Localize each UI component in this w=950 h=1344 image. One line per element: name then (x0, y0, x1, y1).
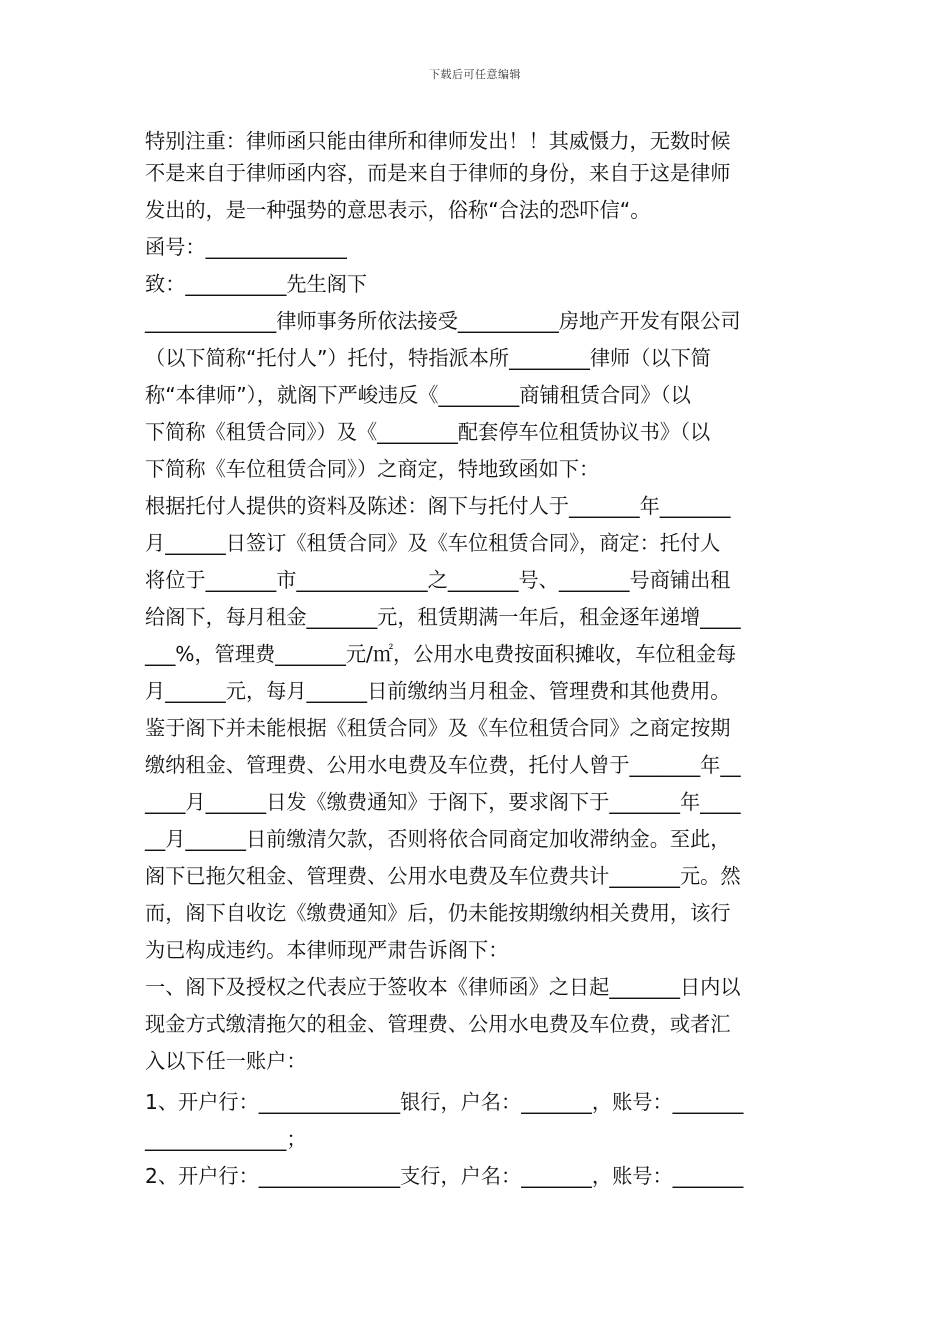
body-line: _____________律师事务所依法接受__________房地产开发有限公司 (145, 309, 741, 333)
body-line: 一、阁下及授权之代表应于签收本《律师函》之日起_______日内以 (145, 975, 741, 999)
body-line: 发出的，是一种强势的意思表示，俗称“合法的恐吓信“。 (145, 198, 651, 222)
body-line: 下简称《租赁合同》）及《________配套停车位租赁协议书》（以 (145, 420, 711, 444)
body-line: 现金方式缴清拖欠的租金、管理费、公用水电费及车位费，或者汇 (145, 1012, 731, 1036)
body-line: 将位于_______市_____________之_______号、_______号商铺出租 (145, 568, 731, 592)
body-line: __月______日前缴清欠款，否则将依合同商定加收滞纳金。至此， (145, 827, 731, 851)
body-line: 称“本律师”），就阁下严峻违反《________商铺租赁合同》（以 (145, 383, 691, 407)
body-line: 月______日签订《租赁合同》及《车位租赁合同》，商定：托付人 (145, 531, 721, 555)
body-line: 2、开户行：______________支行，户名：_______，账号：_______ (145, 1164, 744, 1188)
body-line: 致：__________先生阁下 (145, 272, 368, 296)
body-line: 1、开户行：______________银行，户名：_______，账号：_______ (145, 1090, 744, 1114)
body-line: 给阁下，每月租金_______元，租赁期满一年后，租金逐年递增____ (145, 605, 741, 629)
body-line: 下简称《车位租赁合同》）之商定，特地致函如下： (145, 457, 600, 481)
body-line: ___%，管理费_______元/㎡，公用水电费按面积摊收，车位租金每 (145, 642, 737, 666)
page-header: 下载后可任意编辑 (429, 68, 521, 81)
body-line: 鉴于阁下并未能根据《租赁合同》及《车位租赁合同》之商定按期 (145, 716, 731, 740)
body-line: 月______元，每月______日前缴纳当月租金、管理费和其他费用。 (145, 679, 731, 703)
body-line: 根据托付人提供的资料及陈述：阁下与托付人于_______年_______ (145, 494, 731, 518)
body-line: 阁下已拖欠租金、管理费、公用水电费及车位费共计_______元。然 (145, 864, 741, 888)
body-line: 而，阁下自收讫《缴费通知》后，仍未能按期缴纳相关费用，该行 (145, 901, 731, 925)
body-line: （以下简称“托付人”）托付，特指派本所________律师（以下简 (145, 346, 711, 370)
body-line: ______________； (145, 1127, 307, 1151)
body-line: 函号：______________ (145, 235, 347, 259)
body-line: 入以下任一账户： (145, 1049, 307, 1073)
body-line: 缴纳租金、管理费、公用水电费及车位费，托付人曾于_______年__ (145, 753, 741, 777)
body-line: 特别注重：律师函只能由律所和律师发出！！其威慑力，无数时候 (145, 129, 731, 153)
body-line: 为已构成违约。本律师现严肃告诉阁下： (145, 938, 509, 962)
body-line: ____月______日发《缴费通知》于阁下，要求阁下于_______年____ (145, 790, 741, 814)
body-line: 不是来自于律师函内容，而是来自于律师的身份，来自于这是律师 (145, 161, 731, 185)
